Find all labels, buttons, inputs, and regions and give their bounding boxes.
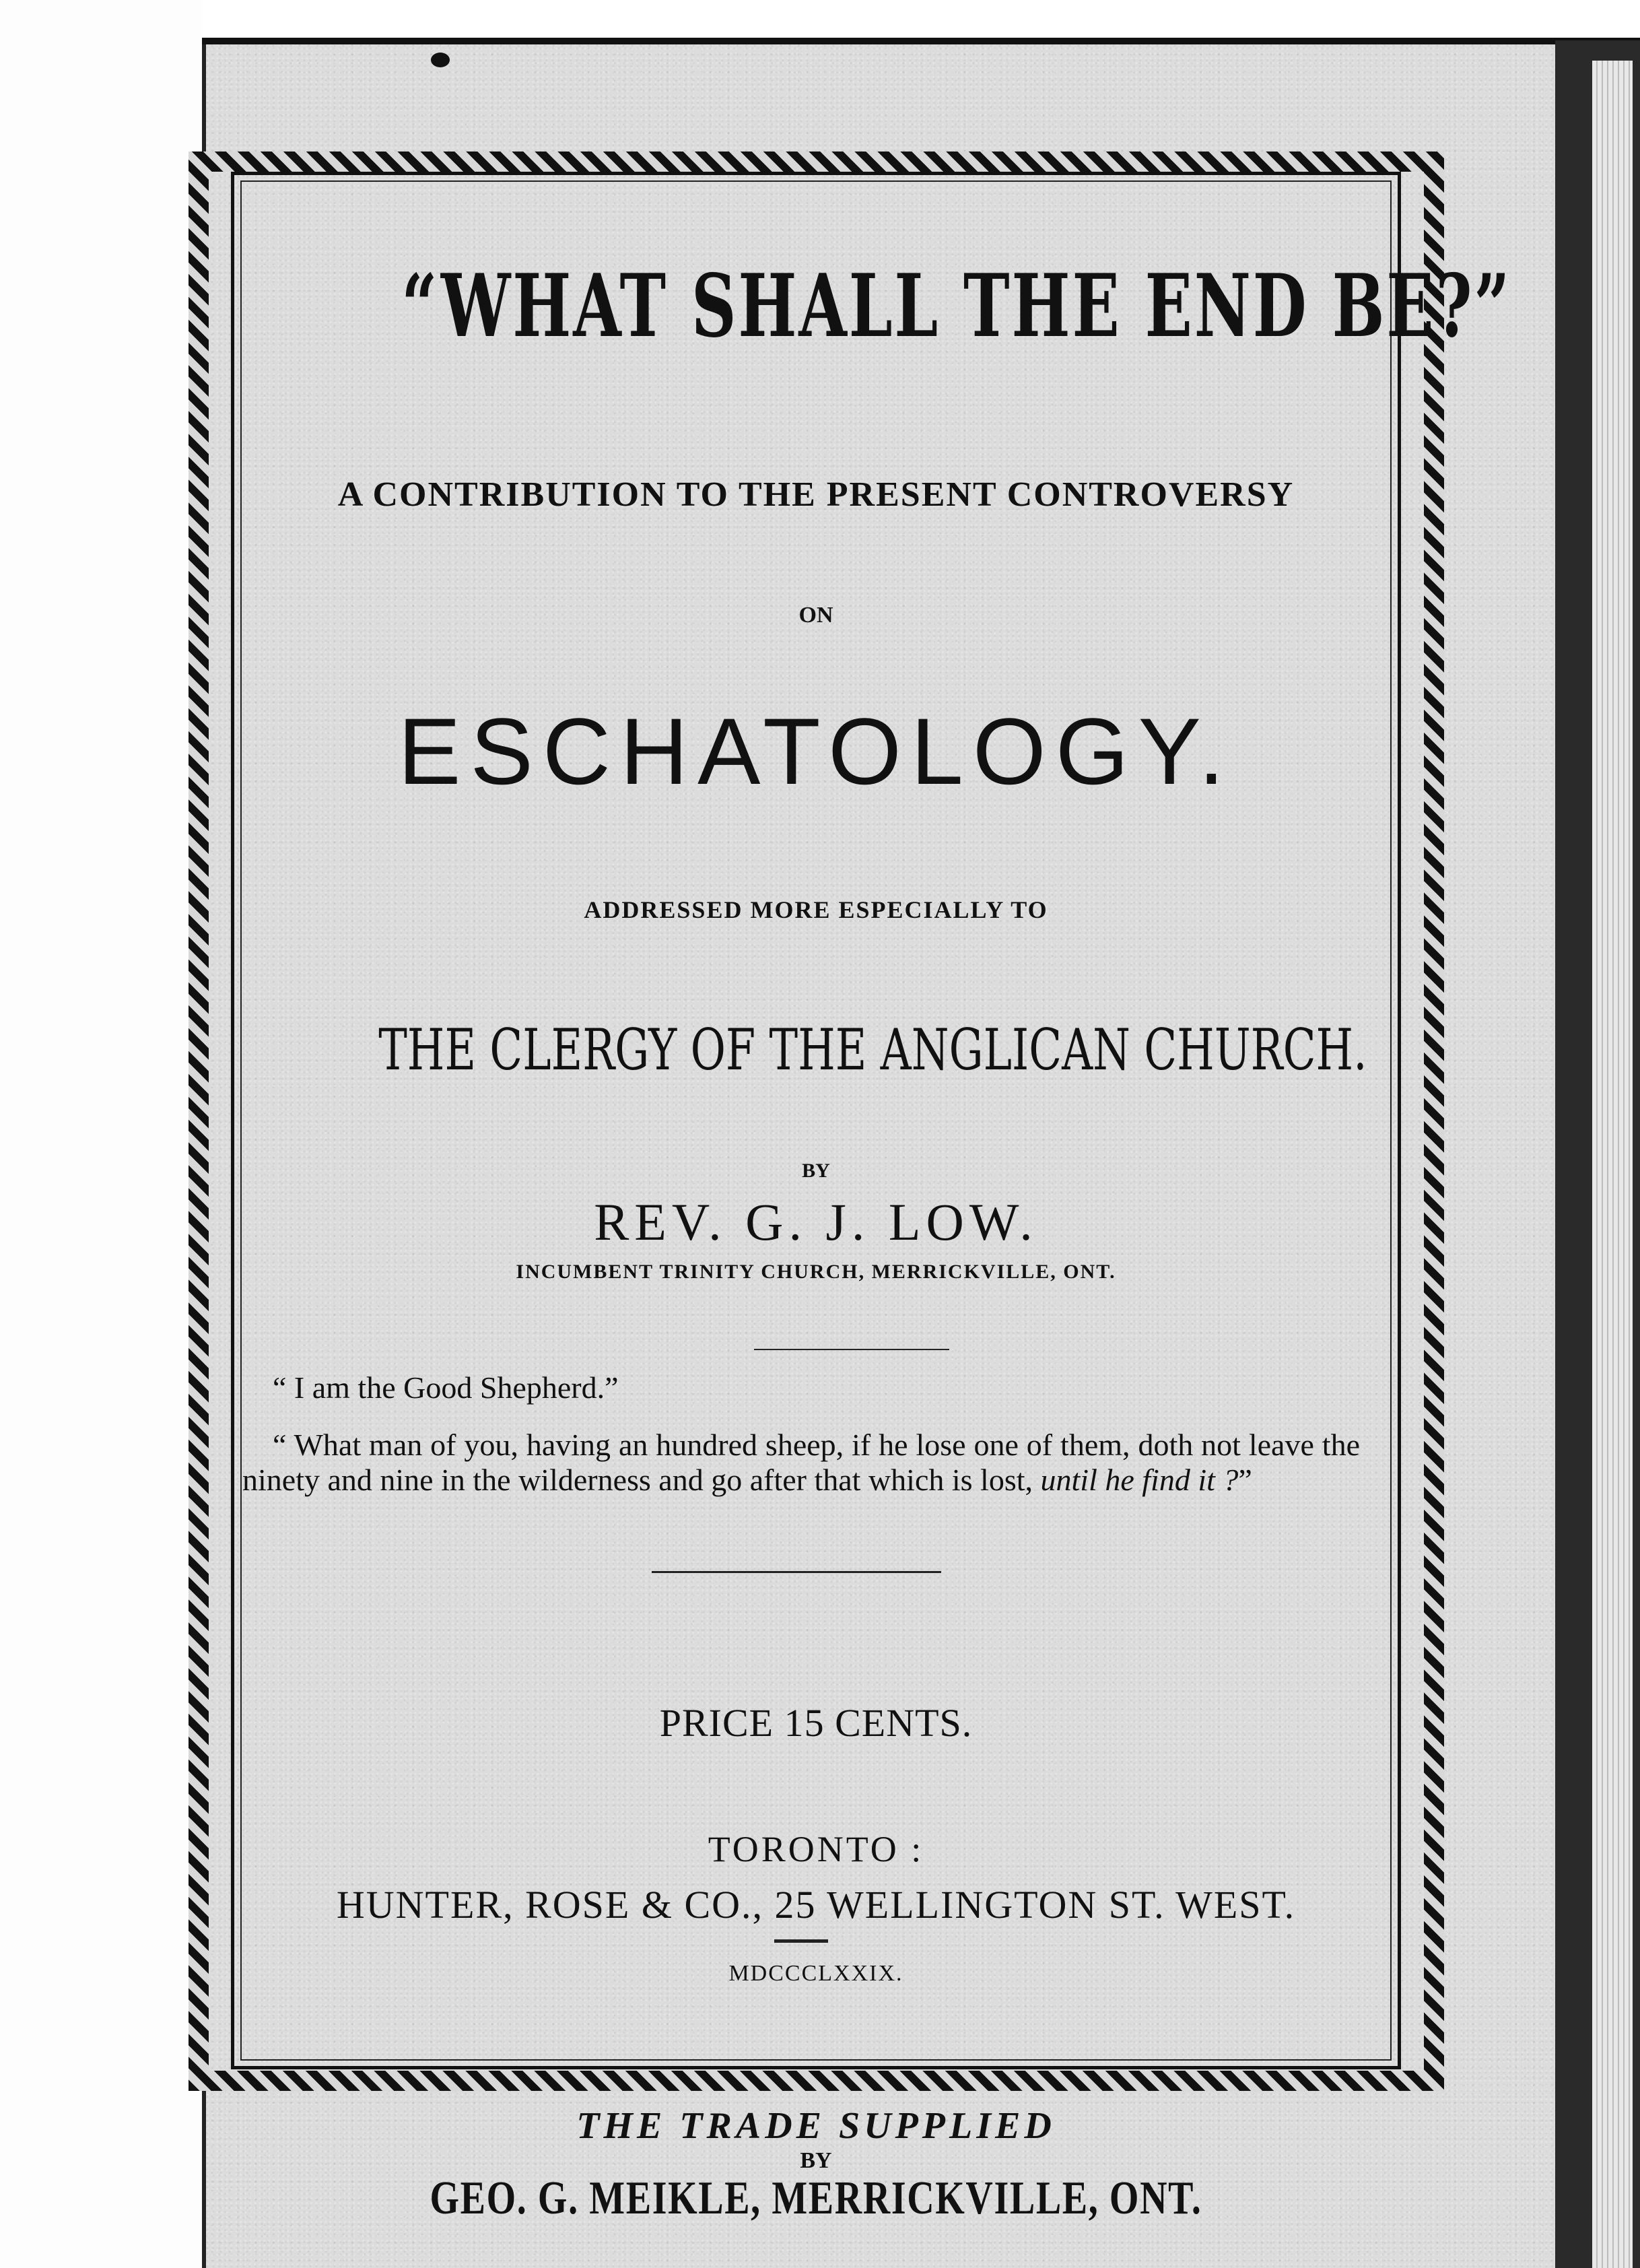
distributor-name: GEO. G. MEIKLE, MERRICKVILLE, ONT.: [430, 2172, 1202, 2224]
epigraph-quote-1: “ I am the Good Shepherd.”: [273, 1370, 619, 1405]
ink-spot: [431, 53, 450, 67]
quote2-text: “ What man of you, having an hundred sheep, if he lose one of them, doth not leave the ninety and nine in the wilderness and go after that which is lost,: [242, 1428, 1360, 1497]
trade-by-label: BY: [800, 2148, 832, 2173]
quote2-close: ”: [1238, 1463, 1252, 1497]
author-name: REV. G. J. LOW.: [594, 1193, 1038, 1251]
publisher-name: HUNTER, ROSE & CO., 25 WELLINGTON ST. WEST.: [336, 1883, 1296, 1927]
subject-heading: ESCHATOLOGY.: [398, 698, 1234, 804]
publisher-city: TORONTO :: [708, 1829, 924, 1869]
page-stack-edge: [1592, 61, 1633, 2268]
author-position: INCUMBENT TRINITY CHURCH, MERRICKVILLE, ONT.: [516, 1261, 1116, 1283]
price-line: PRICE 15 CENTS.: [659, 1701, 973, 1745]
epigraph-quote-2: [242, 1428, 1360, 1498]
inner-thin-border: [240, 180, 1512, 2061]
paper-top-edge: [202, 38, 1640, 44]
scanner-background: [0, 0, 202, 2268]
addressed-line: ADDRESSED MORE ESPECIALLY TO: [584, 896, 1048, 923]
short-rule: [774, 1939, 828, 1943]
divider-rule: [754, 1349, 949, 1350]
page-title: “WHAT SHALL THE END BE?”: [401, 256, 1512, 357]
quote2-italic: until he find it ?: [1040, 1463, 1239, 1497]
on-label: ON: [798, 603, 833, 628]
trade-line: THE TRADE SUPPLIED: [576, 2105, 1056, 2147]
publication-year: MDCCCLXXIX.: [728, 1961, 903, 1986]
audience-heading: THE CLERGY OF THE ANGLICAN CHURCH.: [378, 1017, 1367, 1083]
by-label: BY: [802, 1160, 830, 1182]
divider-rule: [652, 1571, 941, 1573]
page-subtitle: A CONTRIBUTION TO THE PRESENT CONTROVERSY: [337, 475, 1295, 514]
